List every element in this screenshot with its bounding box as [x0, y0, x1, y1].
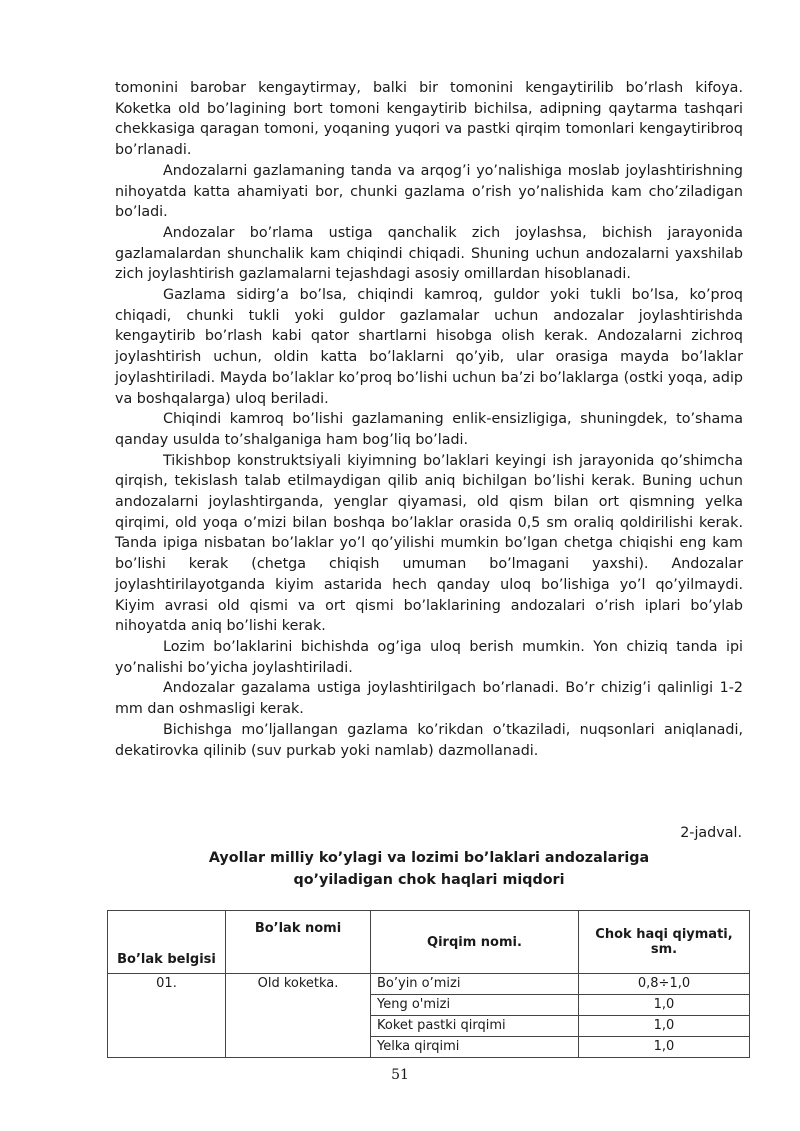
allowance-value-cell: 1,0: [579, 1016, 750, 1037]
page-number: 51: [391, 1067, 409, 1083]
paragraph: Tikishbop konstruktsiyali kiyimning bo’laklari keyingi ish jarayonida qo’shimcha qirqish, tekislash talab etilmaydigan qilib aniq bichilgan bo’lishi kerak. Buning uchun andozalarni joylashtirganda, yenglar qiyamasi, old qism bilan ort qismning yelka qirqimi, old yoqa o’mizi bilan boshqa bo’laklar orasida 0,5 sm oraliq qoldirilishi kerak. Tanda ipiga nisbatan bo’laklar yo’l qo’yilishi mumkin bo’lgan chetga chiqishi eng kam bo’lishi kerak (chetga chiqish umuman bo’lmagani yaxshi). Andozalar joylashtirilayotganda kiyim astarida hech qanday uloq bo’lishiga yo’l qo’yilmaydi. Kiyim avrasi old qismi va ort qismi bo’laklarining andozalari o’rish iplari bo’ylab nihoyatda aniq bo’lishi kerak.: [115, 452, 743, 635]
allowance-value-cell: 1,0: [579, 1037, 750, 1058]
cut-name-cell: Koket pastki qirqimi: [371, 1016, 579, 1037]
paragraph: Andozalarni gazlamaning tanda va arqog’i yo’nalishiga moslab joylashtirishning nihoyatda katta ahamiyati bor, chunki gazlama o’rish yo’nalishida kam cho’ziladigan bo’ladi.: [115, 162, 743, 221]
table-title-line: qo’yiladigan chok haqlari miqdori: [293, 872, 565, 888]
allowance-value-cell: 0,8÷1,0: [579, 974, 750, 995]
paragraph: Chiqindi kamroq bo’lishi gazlamaning enlik-ensizligiga, shuningdek, to’shama qanday usulda to’shalganiga ham bog’liq bo’ladi.: [115, 411, 743, 448]
table-header-row: [108, 911, 750, 974]
table-reference: 2-jadval.: [680, 825, 742, 841]
seam-allowance-table: [107, 910, 750, 1058]
header-piece-name: Bo’lak nomi: [226, 911, 371, 974]
cut-name-cell: Bo’yin o’mizi: [371, 974, 579, 995]
header-cut-name: Qirqim nomi.: [371, 911, 579, 974]
paragraph: Lozim bo’laklarini bichishda og’iga uloq berish mumkin. Yon chiziq tanda ipi yo’nalishi bo’yicha joylashtiriladi.: [115, 638, 743, 676]
paragraph: Gazlama sidirg’a bo’lsa, chiqindi kamroq, guldor yoki tukli bo’lsa, ko’proq chiqadi, chunki tukli yoki guldor gazlamalar uchun andozalar joylashtirishda kengaytirib bo’rlash kabi qator shartlarni hisobga olish kerak. Andozalarni zichroq joylashtirish uchun, oldin katta bo’laklarni qo’yib, ular orasiga mayda bo’laklar joylashtiriladi. Mayda bo’laklar ko’proq bo’lishi uchun ba’zi bo’laklarga (ostki yoqa, adip va boshqalarga) uloq beriladi.: [115, 287, 743, 407]
piece-name-cell: Old koketka.: [226, 974, 371, 1058]
allowance-value-cell: 1,0: [579, 995, 750, 1016]
header-allowance-value: Chok haqi qiymati, sm.: [579, 911, 750, 974]
body-text: [115, 78, 743, 761]
paragraph: Andozalar gazalama ustiga joylashtirilgach bo’rlanadi. Bo’r chizig’i qalinligi 1-2 mm dan oshmasligi kerak.: [115, 680, 743, 718]
table-row: [108, 974, 750, 995]
paragraph: Bichishga mo’ljallangan gazlama ko’rikdan o’tkaziladi, nuqsonlari aniqlanadi, dekatirovka qilinib (suv purkab yoki namlab) dazmollanadi.: [115, 721, 743, 759]
paragraph: Andozalar bo’rlama ustiga qanchalik zich joylashsa, bichish jarayonida gazlamalardan shunchalik kam chiqindi chiqadi. Shuning uchun andozalarni yaxshilab zich joylashtirish gazlamalarni tejashdagi asosiy omillardan hisoblanadi.: [115, 224, 743, 283]
table-title-line: Ayollar milliy ko’ylagi va lozimi bo’laklari andozalariga: [208, 850, 650, 866]
paragraph: tomonini barobar kengaytirmay, balki bir tomonini kengaytirilib bo’rlash kifoya. Koketka old bo’lagining bort tomoni kengaytirib bichilsa, adipning qaytarma tashqari chekkasiga qaragan tomoni, yoqaning yuqori va pastki qirqim tomonlari kengaytiribroq bo’rlanadi.: [115, 80, 743, 159]
header-piece-code: Bo’lak belgisi: [108, 911, 226, 974]
piece-code-cell: 01.: [108, 974, 226, 1058]
table-title: [115, 847, 743, 891]
cut-name-cell: Yelka qirqimi: [371, 1037, 579, 1058]
cut-name-cell: Yeng o'mizi: [371, 995, 579, 1016]
